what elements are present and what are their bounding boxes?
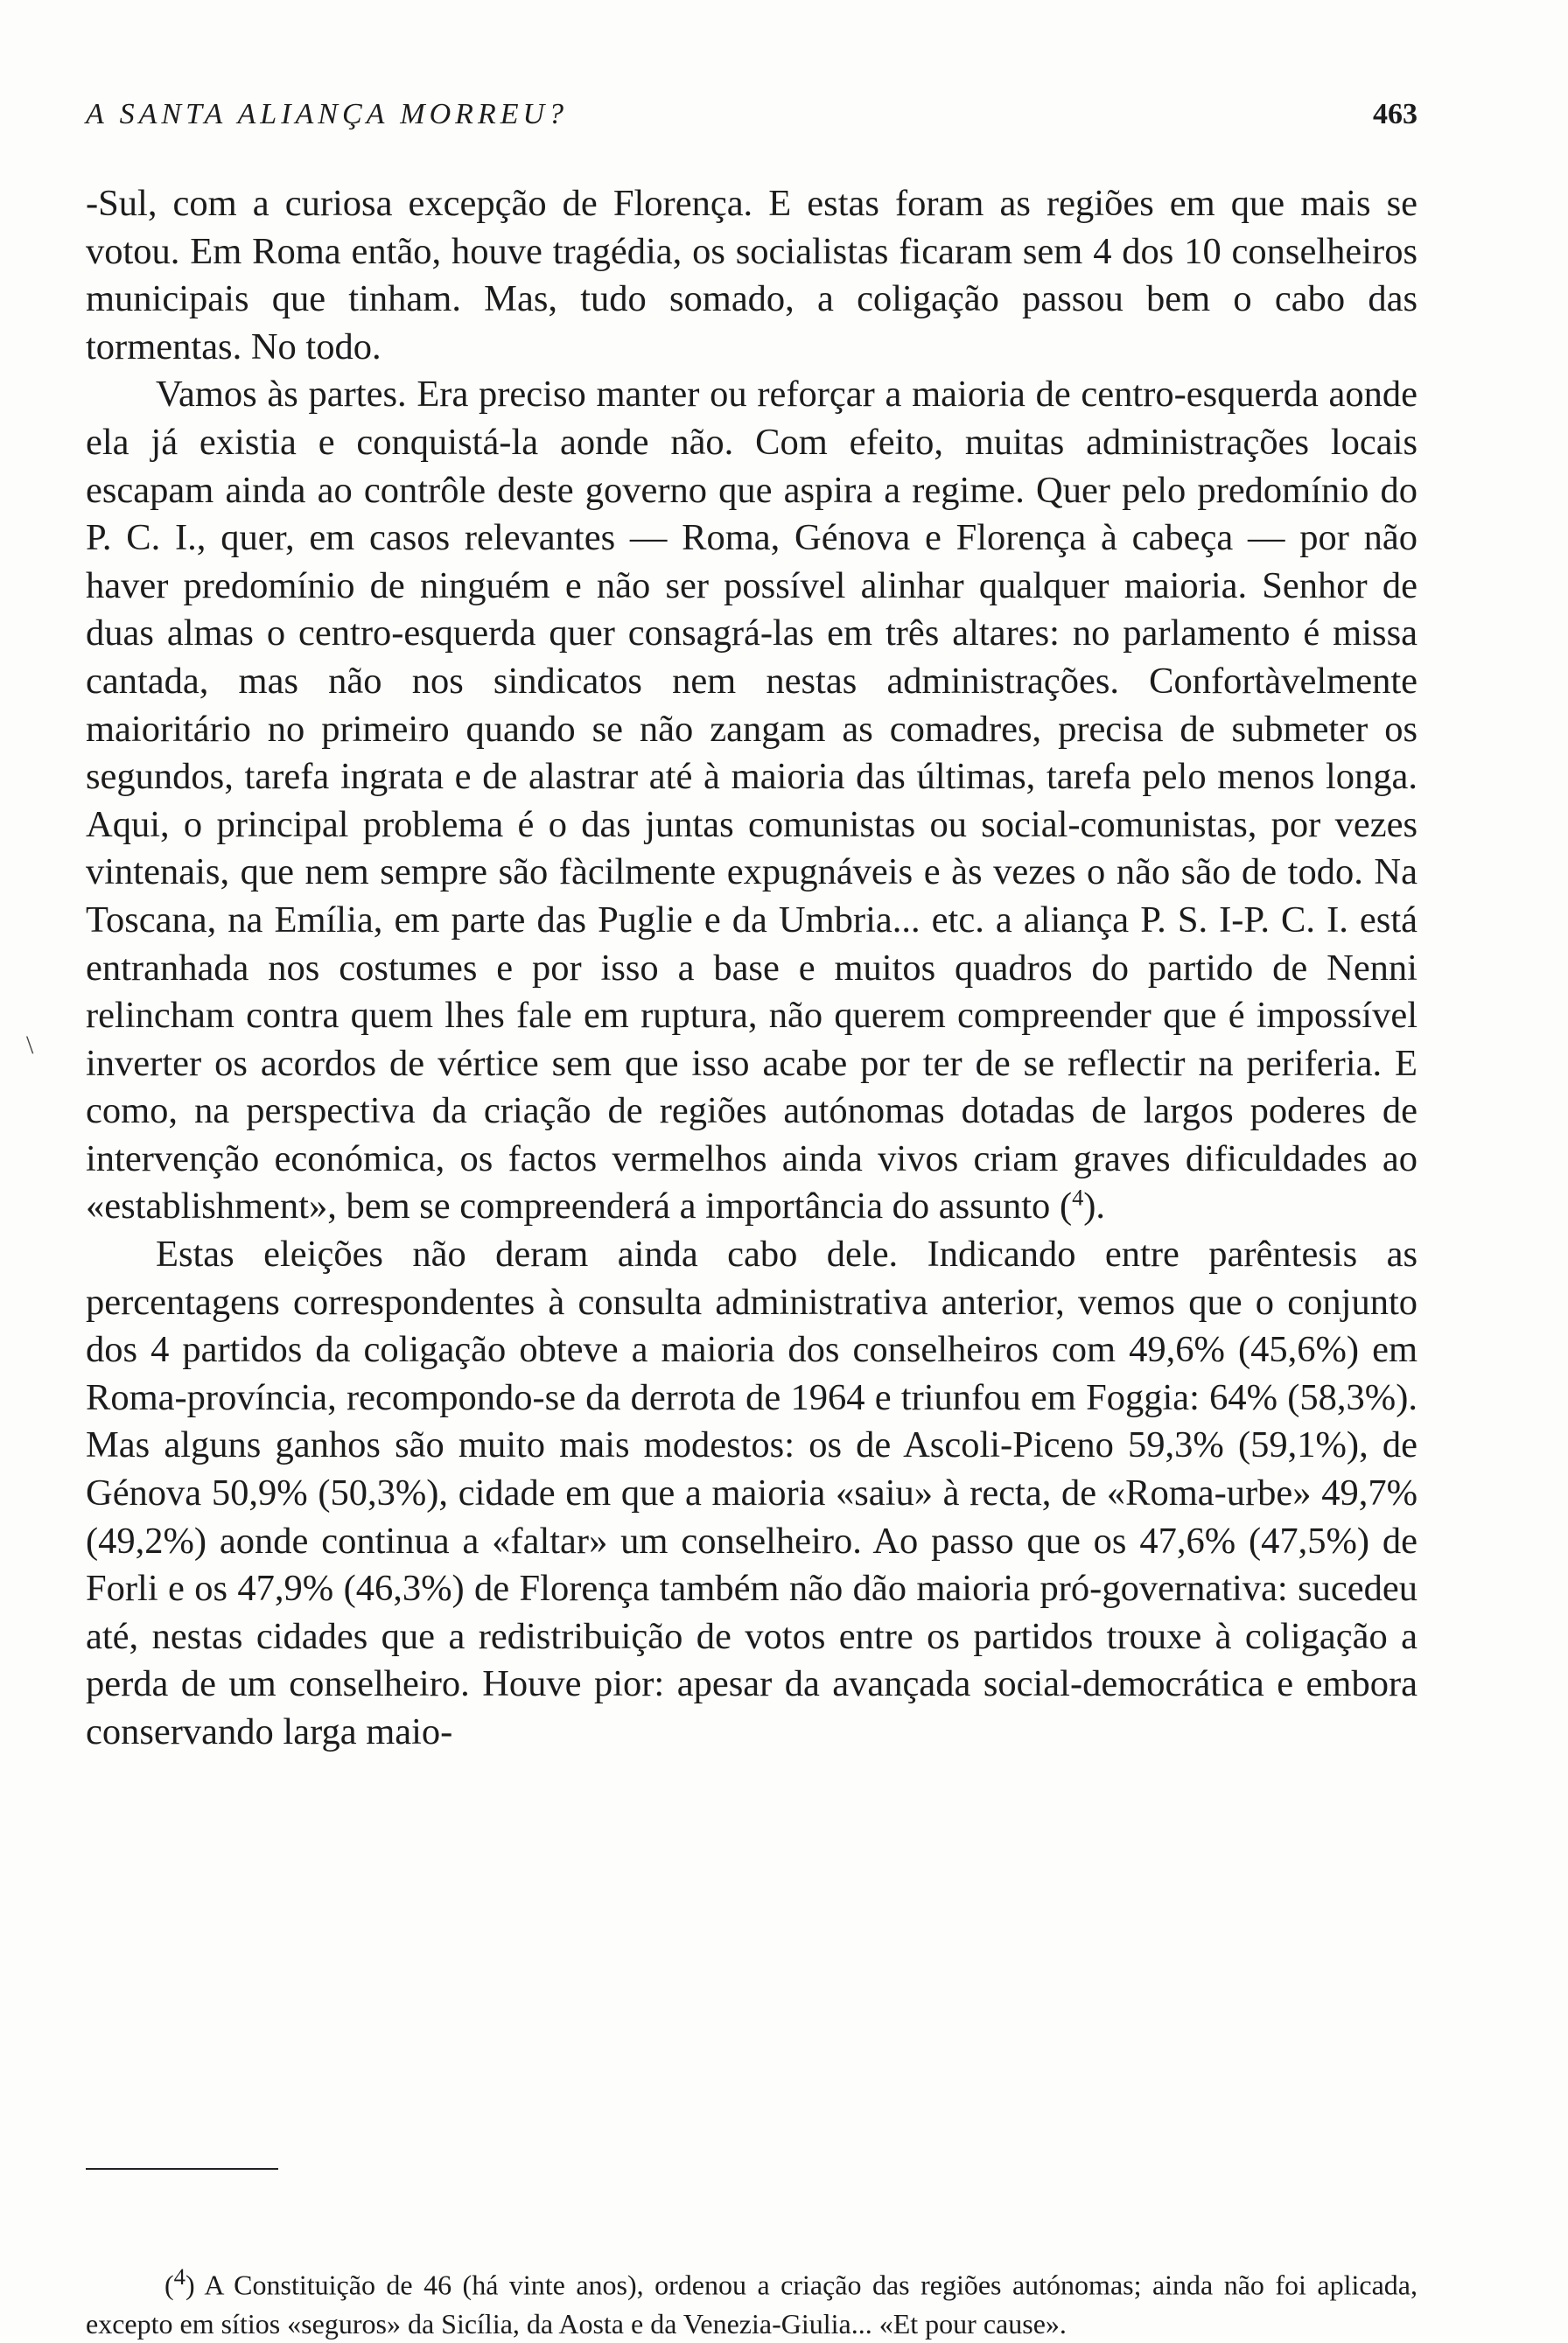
stray-mark: \ xyxy=(26,1031,34,1060)
footnote-4: ($^4$) A Constituição de 46 (há vinte anos), ordenou a criação das regiões autónomas; ainda não foi aplicada, excepto em sítios «seguros» da Sicília, da Aosta e da Venezia-Giulia... «Et pour cause». xyxy=(86,2263,1418,2340)
paragraph-2: Vamos às partes. Era preciso manter ou reforçar a maioria de centro-esquerda aonde ela já existia e conquistá-la aonde não. Com efeito, muitas administrações locais escapam ainda ao contrôle deste governo que aspira a regime. Quer pelo predomínio do P. C. I., quer, em casos relevantes — Roma, Génova e Florença à cabeça — por não haver predomínio de ninguém e não ser possível alinhar qualquer maioria. Senhor de duas almas o centro-esquerda quer consagrá-las em três altares: no parlamento é missa cantada, mas não nos sindicatos nem nestas administrações. Confortàvelmente maioritário no primeiro quando se não zangam as comadres, precisa de submeter os segundos, tarefa ingrata e de alastrar até à maioria das últimas, tarefa pelo menos longa. Aqui, o principal problema é o das juntas comunistas ou social-comunistas, por vezes vintenais, que nem sempre são fàcilmente expugnáveis e às vezes o não são de todo. Na Toscana, na Emília, em parte das Puglie e da Umbria... etc. a aliança P. S. I-P. C. I. está entranhada nos costumes e por isso a base e muitos quadros do partido de Nenni relincham contra quem lhes fale em ruptura, não querem compreender que é impossível inverter os acordos de vértice sem que isso acabe por ter de se reflectir na periferia. E como, na perspectiva da criação de regiões autónomas dotadas de largos poderes de intervenção económica, os factos vermelhos ainda vivos criam graves dificuldades ao «establishment», bem se compreenderá a importância do assunto ($^4$). xyxy=(86,374,1418,1227)
footnote-text: A Constituição de 46 (há vinte anos), ordenou a criação das regiões autónomas; ainda não foi aplicada, excepto em sítios «seguros» da Sicília, da Aosta e da Venezia-Giulia... «Et pour cause». xyxy=(86,2269,1418,2340)
page-number: 463 xyxy=(1373,98,1418,130)
footnote-reference: 4 xyxy=(1072,1185,1084,1211)
body-text xyxy=(86,180,1418,1757)
footnote-marker: 4 xyxy=(173,2263,186,2290)
paragraph-1: -Sul, com a curiosa excepção de Florença. E estas foram as regiões em que mais se votou. Em Roma então, houve tragédia, os socialistas ficaram sem 4 dos 10 conselheiros municipais que tinham. Mas, tudo somado, a coligação passou bem o cabo das tormentas. No todo. xyxy=(86,183,1418,367)
footnotes xyxy=(86,2257,1418,2343)
running-header xyxy=(86,98,1418,150)
paragraph-2-text: Vamos às partes. Era preciso manter ou reforçar a maioria de centro-esquerda aonde ela já existia e conquistá-la aonde não. Com efeito, muitas administrações locais escapam ainda ao contrôle deste governo que aspira a regime. Quer pelo predomínio do P. C. I., quer, em casos relevantes — Roma, Génova e Florença à cabeça — por não haver predomínio de ninguém e não ser possível alinhar qualquer maioria. Senhor de duas almas o centro-esquerda quer consagrá-las em três altares: no parlamento é missa cantada, mas não nos sindicatos nem nestas administrações. Confortàvelmente maioritário no primeiro quando se não zangam as comadres, precisa de submeter os segundos, tarefa ingrata e de alastrar até à maioria das últimas, tarefa pelo menos longa. Aqui, o principal problema é o das juntas comunistas ou social-comunistas, por vezes vintenais, que nem sempre são fàcilmente expugnáveis e às vezes o não são de todo. Na Toscana, na Emília, em parte das Puglie e da Umbria... etc. a aliança P. S. I-P. C. I. está entranhada nos costumes e por isso a base e muitos quadros do partido de Nenni relincham contra quem lhes fale em ruptura, não querem compreender que é impossível inverter os acordos de vértice sem que isso acabe por ter de se reflectir na periferia. E como, na perspectiva da criação de regiões autónomas dotadas de largos poderes de intervenção económica, os factos vermelhos ainda vivos criam graves dificuldades ao «establishment», bem se compreenderá a importância do assunto xyxy=(86,374,1418,1227)
running-title: A SANTA ALIANÇA MORREU? xyxy=(86,98,569,130)
paragraph-3: Estas eleições não deram ainda cabo dele. Indicando entre parêntesis as percentagens correspondentes à consulta administrativa anterior, vemos que o conjunto dos 4 partidos da coligação obteve a maioria dos conselheiros com 49,6% (45,6%) em Roma-província, recompondo-se da derrota de 1964 e triunfou em Foggia: 64% (58,3%). Mas alguns ganhos são muito mais modestos: os de Ascoli-Piceno 59,3% (59,1%), de Génova 50,9% (50,3%), cidade em que a maioria «saiu» à recta, de «Roma-urbe» 49,7% (49,2%) aonde continua a «faltar» um conselheiro. Ao passo que os 47,6% (47,5%) de Forli e os 47,9% (46,3%) de Florença também não dão maioria pró-governativa: sucedeu até, nestas cidades que a redistribuição de votos entre os partidos trouxe à coligação a perda de um conselheiro. Houve pior: apesar da avançada social-democrática e embora conservando larga maio- xyxy=(86,1234,1418,1752)
footnote-rule xyxy=(86,2168,278,2170)
